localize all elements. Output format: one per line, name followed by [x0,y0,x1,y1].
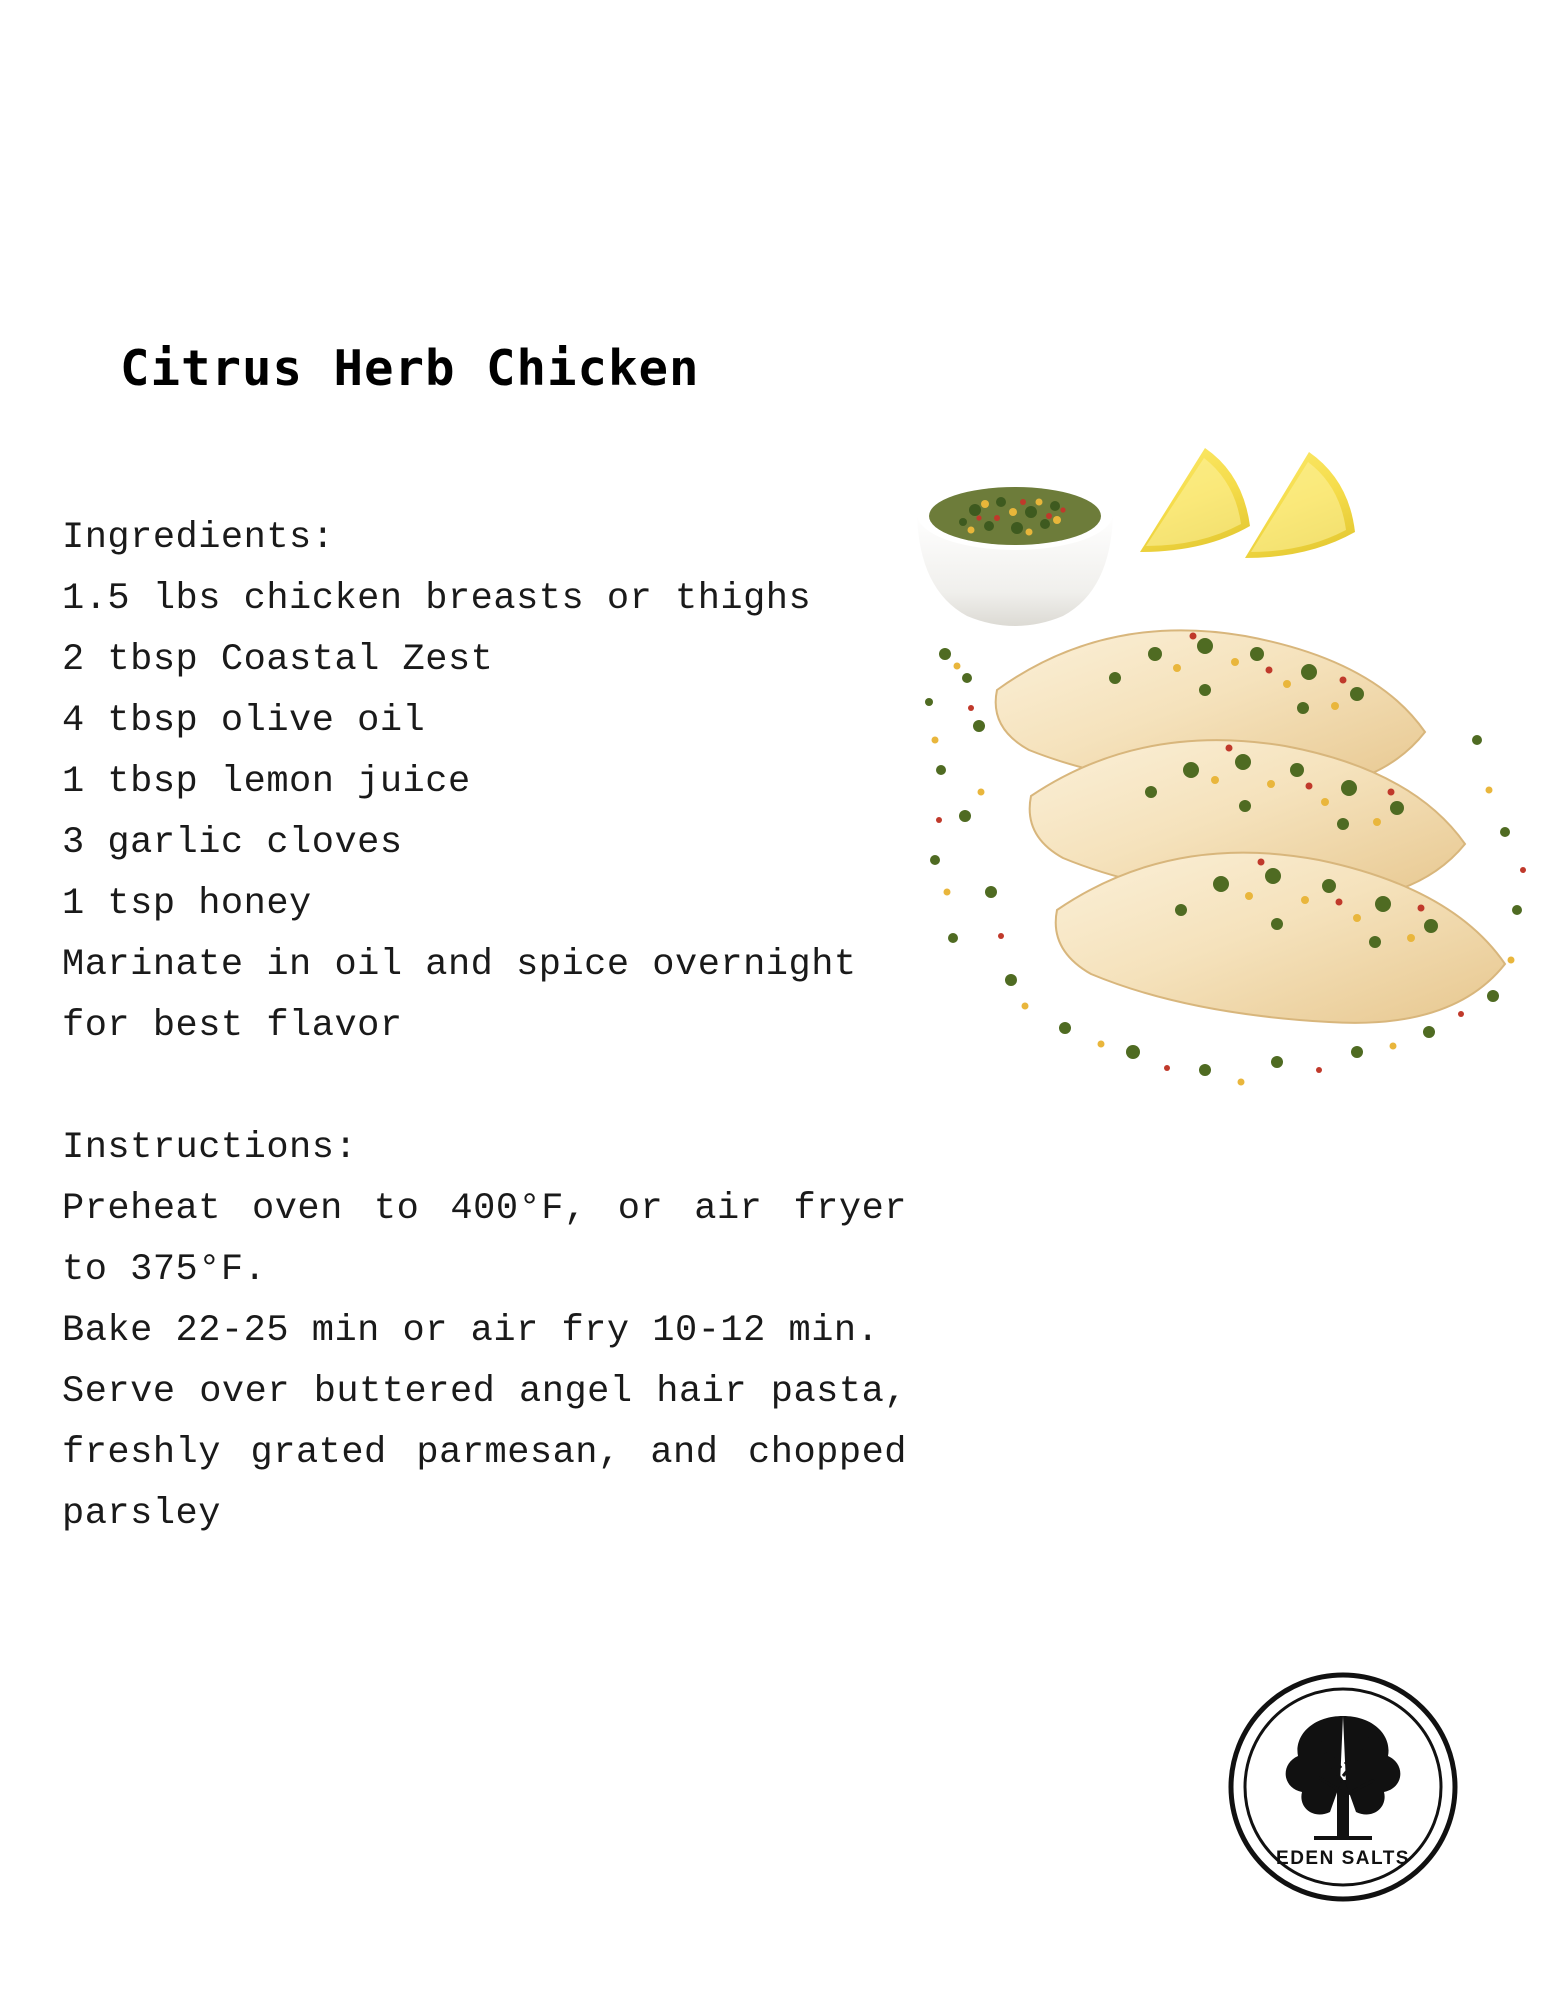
instruction-step: Preheat oven to 400°F, or air fryer to 375°F. [62,1188,907,1291]
ingredient-item: 1 tbsp lemon juice [62,761,471,803]
section-spacer [62,1057,907,1118]
tree-icon [1286,1716,1401,1840]
seasoning-bowl [917,478,1113,626]
ingredient-item: 4 tbsp olive oil [62,700,426,742]
lemon-wedges [1140,448,1355,558]
brand-logo [1228,1672,1458,1902]
instructions-heading: Instructions: [62,1127,358,1169]
brand-name: EDEN SALTS [1276,1848,1410,1869]
recipe-text-column [62,508,907,1545]
instruction-step: Serve over buttered angel hair pasta, freshly grated parmesan, and chopped parsley [62,1371,907,1535]
chicken-breasts [996,630,1505,1023]
recipe-photo [905,440,1545,1160]
ingredients-heading: Ingredients: [62,517,335,559]
instruction-step: Bake 22-25 min or air fry 10-12 min. [62,1310,880,1352]
ingredient-item: 2 tbsp Coastal Zest [62,639,494,681]
ingredient-item: 3 garlic cloves [62,822,403,864]
page-title: Citrus Herb Chicken [120,340,700,397]
ingredient-item: 1.5 lbs chicken breasts or thighs [62,578,812,620]
ingredient-item: 1 tsp honey [62,883,312,925]
ingredient-note: Marinate in oil and spice overnight for best flavor [62,944,857,1047]
